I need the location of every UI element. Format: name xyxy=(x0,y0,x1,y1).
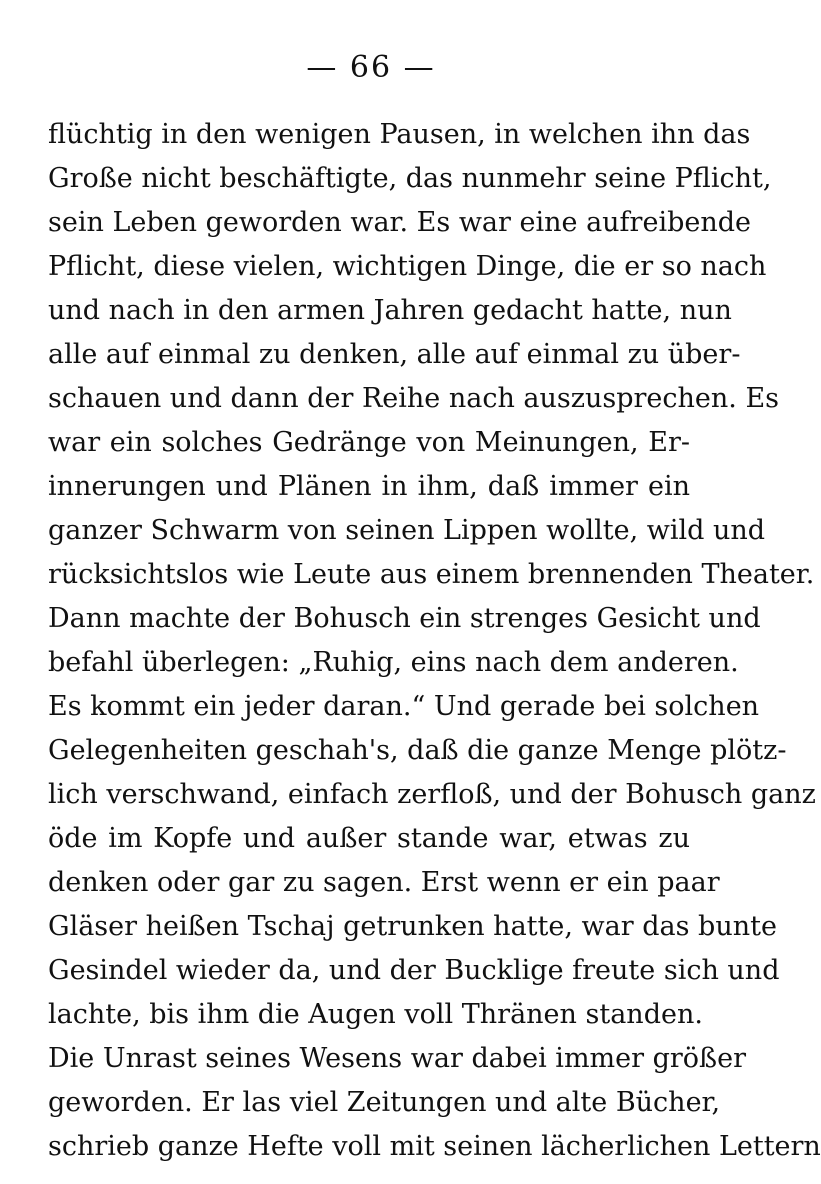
text-line: denken oder gar zu sagen. Erst wenn er ein paar xyxy=(48,867,720,898)
text-line: geworden. Er las viel Zeitungen und alte Bücher, xyxy=(48,1087,721,1118)
text-line: Pflicht, diese vielen, wichtigen Dinge, die er so nach xyxy=(48,251,767,282)
text-line: und nach in den armen Jahren gedacht hatte, nun xyxy=(48,295,732,326)
text-line: Große nicht beschäftigte, das nunmehr seine Pflicht, xyxy=(48,163,772,194)
text-line: innerungen und Plänen in ihm, daß immer ein xyxy=(48,471,690,502)
text-line: Gelegenheiten geschah's, daß die ganze Menge plötz- xyxy=(48,735,787,766)
text-line: sein Leben geworden war. Es war eine aufreibende xyxy=(48,207,751,238)
text-line: war ein solches Gedränge von Meinungen, Er- xyxy=(48,427,690,458)
body-text xyxy=(48,113,821,1169)
text-line: lich verschwand, einfach zerfloß, und der Bohusch ganz xyxy=(48,779,816,810)
text-line: rücksichtslos wie Leute aus einem brennenden Theater. xyxy=(48,559,815,590)
text-line: ganzer Schwarm von seinen Lippen wollte, wild und xyxy=(48,515,766,546)
text-line: Gesindel wieder da, und der Bucklige freute sich und xyxy=(48,955,780,986)
text-line: Dann machte der Bohusch ein strenges Gesicht und xyxy=(48,603,761,634)
text-line: lachte, bis ihm die Augen voll Thränen standen. xyxy=(48,999,703,1030)
text-line: flüchtig in den wenigen Pausen, in welchen ihn das xyxy=(48,119,751,150)
text-line: öde im Kopfe und außer stande war, etwas zu xyxy=(48,823,690,854)
text-line: Die Unrast seines Wesens war dabei immer größer xyxy=(48,1043,746,1074)
text-line: schrieb ganze Hefte voll mit seinen lächerlichen Lettern xyxy=(48,1131,821,1162)
text-line: befahl überlegen: „Ruhig, eins nach dem anderen. xyxy=(48,647,739,678)
text-line: Es kommt ein jeder daran.“ Und gerade bei solchen xyxy=(48,691,760,722)
text-line: Gläser heißen Tschaj getrunken hatte, war das bunte xyxy=(48,911,777,942)
text-line: schauen und dann der Reihe nach auszusprechen. Es xyxy=(48,383,780,414)
text-line: alle auf einmal zu denken, alle auf einmal zu über- xyxy=(48,339,741,370)
page-number: — 66 — xyxy=(306,50,436,85)
